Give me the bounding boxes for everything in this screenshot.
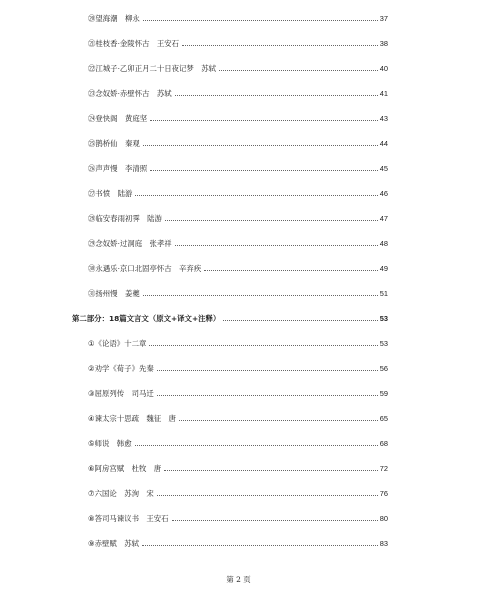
toc-entry-page: 56	[379, 364, 388, 373]
toc-entry-title: ㉛扬州慢 姜夔	[88, 289, 140, 298]
toc-entry[interactable]	[88, 161, 388, 173]
toc-entry[interactable]	[88, 11, 388, 23]
toc-entry[interactable]	[88, 411, 388, 423]
toc-entry[interactable]	[88, 136, 388, 148]
toc-entry-page: 38	[379, 39, 388, 48]
toc-entry-title: ①《论语》十二章	[88, 339, 147, 348]
dot-leader	[149, 344, 377, 346]
toc-entry-page: 49	[379, 264, 388, 273]
section-title: 第二部分：18篇文言文（原文+译文+注释）	[72, 314, 221, 323]
toc-entry-page: 80	[379, 514, 388, 523]
dot-leader	[142, 544, 378, 546]
toc-entry-page: 83	[379, 539, 388, 548]
dot-leader	[204, 269, 378, 271]
dot-leader	[223, 319, 377, 321]
toc-entry[interactable]	[88, 286, 388, 298]
toc-entry-title: ②劝学《荀子》先秦	[88, 364, 154, 373]
toc-entry-page: 44	[379, 139, 388, 148]
dot-leader	[165, 219, 378, 221]
dot-leader	[157, 369, 378, 371]
toc-entry-title: ⑥阿房宫赋 杜牧 唐	[88, 464, 162, 473]
toc-entry-title: ⑤师说 韩愈	[88, 439, 132, 448]
toc-entry[interactable]	[88, 211, 388, 223]
toc-entry-page: 51	[379, 289, 388, 298]
dot-leader	[143, 19, 378, 21]
toc-entry-title: ⑧答司马谏议书 王安石	[88, 514, 169, 523]
page-footer: 第 2 页	[226, 575, 251, 584]
dot-leader	[219, 69, 378, 71]
toc-entry[interactable]	[88, 386, 388, 398]
dot-leader	[164, 469, 378, 471]
toc-entry-title: ㉓念奴娇·赤壁怀古 苏轼	[88, 89, 172, 98]
dot-leader	[175, 94, 378, 96]
toc-entry[interactable]	[88, 186, 388, 198]
toc-entry-page: 41	[379, 89, 388, 98]
toc-entry[interactable]	[88, 486, 388, 498]
toc-entry-page: 65	[379, 414, 388, 423]
toc-entry[interactable]	[88, 361, 388, 373]
toc-entry-title: ⑳望海潮 柳永	[88, 14, 140, 23]
toc-entry-title: ⑨赤壁赋 苏轼	[88, 539, 139, 548]
dot-leader	[150, 169, 378, 171]
dot-leader	[135, 444, 378, 446]
toc-entry-page: 40	[379, 64, 388, 73]
dot-leader	[143, 144, 378, 146]
toc-entry[interactable]	[88, 261, 388, 273]
toc-entry[interactable]	[88, 86, 388, 98]
toc-entry-page: 37	[379, 14, 388, 23]
toc-entry[interactable]	[88, 461, 388, 473]
toc-entry-title: ㉑桂枝香·金陵怀古 王安石	[88, 39, 180, 48]
toc-entry[interactable]	[88, 61, 388, 73]
toc-entry-title: ㉒江城子·乙卯正月二十日夜记梦 苏轼	[88, 64, 216, 73]
toc-entry[interactable]	[88, 236, 388, 248]
toc-entry-page: 76	[379, 489, 388, 498]
toc-entry-page: 68	[379, 439, 388, 448]
toc-entry-page: 43	[379, 114, 388, 123]
toc-entry-title: ⑦六国论 苏洵 宋	[88, 489, 154, 498]
dot-leader	[182, 44, 378, 46]
section-page: 53	[379, 314, 388, 323]
toc-entry-title: ㉔登快阁 黄庭坚	[88, 114, 148, 123]
toc-entry-page: 45	[379, 164, 388, 173]
toc-entry[interactable]	[88, 336, 388, 348]
toc-entry-page: 72	[379, 464, 388, 473]
dot-leader	[157, 394, 378, 396]
toc-entry[interactable]	[88, 111, 388, 123]
toc-entry-title: ㉚永遇乐·京口北固亭怀古 辛弃疾	[88, 264, 202, 273]
toc-entry[interactable]	[88, 536, 388, 548]
toc-entry-page: 53	[379, 339, 388, 348]
toc-entry-title: ④谏太宗十思疏 魏征 唐	[88, 414, 176, 423]
toc-section-heading[interactable]	[72, 311, 388, 323]
toc-entry-title: ㉗书愤 陆游	[88, 189, 133, 198]
dot-leader	[175, 244, 378, 246]
dot-leader	[150, 119, 378, 121]
dot-leader	[143, 294, 378, 296]
toc-entry[interactable]	[88, 36, 388, 48]
dot-leader	[157, 494, 378, 496]
toc-entry-title: ㉖声声慢 李清照	[88, 164, 148, 173]
toc-entry-title: ㉘临安春雨初霁 陆游	[88, 214, 162, 223]
dot-leader	[135, 194, 377, 196]
toc-entry[interactable]	[88, 511, 388, 523]
dot-leader	[172, 519, 378, 521]
toc-entry[interactable]	[88, 436, 388, 448]
toc-entry-page: 46	[379, 189, 388, 198]
toc-entry-page: 47	[379, 214, 388, 223]
toc-entry-title: ③屈原列传 司马迁	[88, 389, 154, 398]
toc-entry-page: 48	[379, 239, 388, 248]
toc-entry-title: ㉙念奴娇·过洞庭 张孝祥	[88, 239, 172, 248]
dot-leader	[179, 419, 378, 421]
toc-entry-title: ㉕鹊桥仙 秦观	[88, 139, 140, 148]
toc-entry-page: 59	[379, 389, 388, 398]
